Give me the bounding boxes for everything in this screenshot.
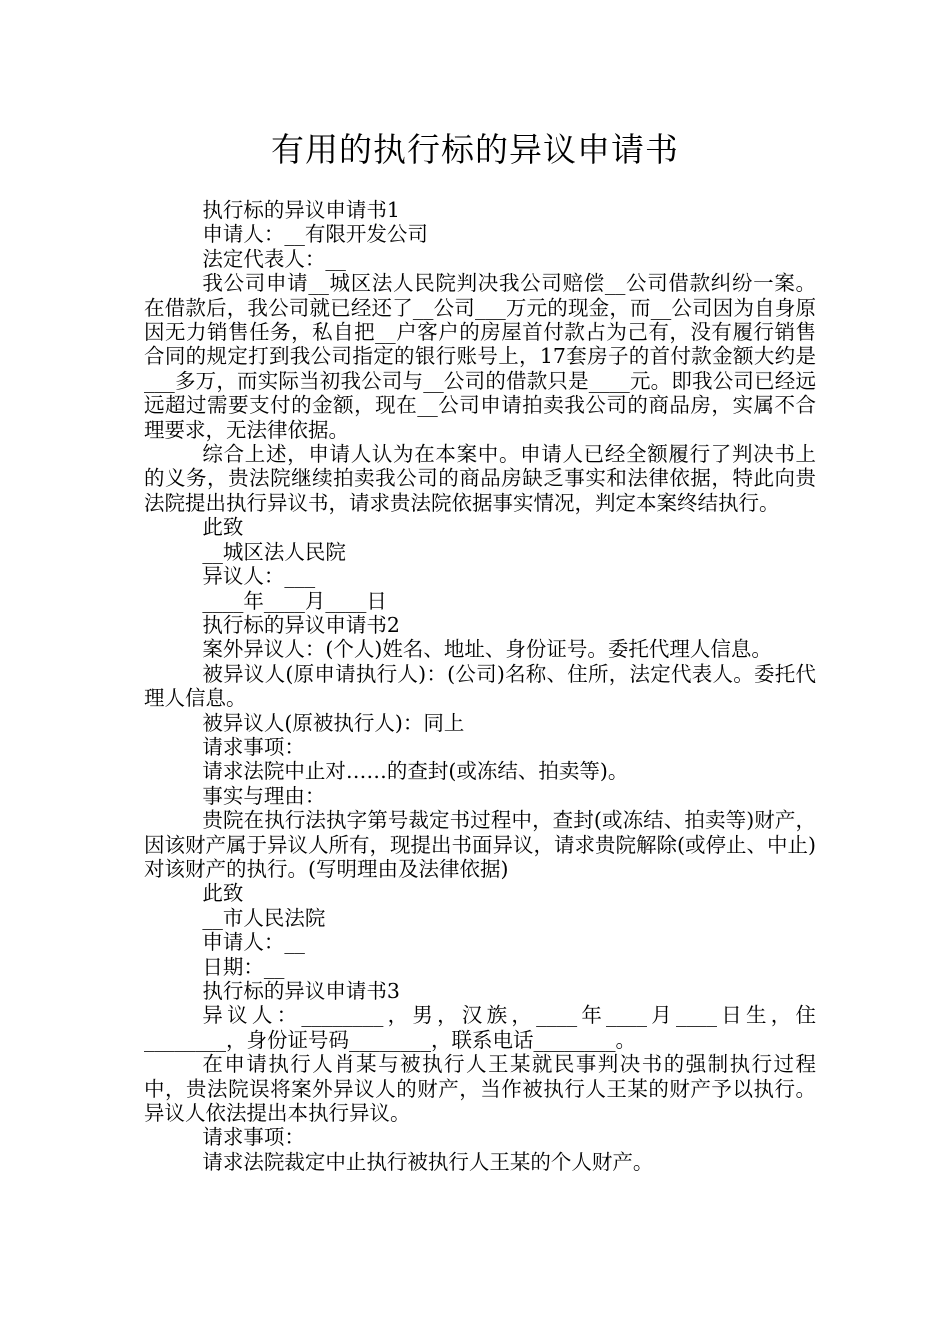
subheading: 请求事项：	[202, 1125, 305, 1150]
body-paragraph: 异议人：________，男，汉族，____年____月____日生，住________，身份证号码________，联系电话________。	[144, 1003, 816, 1052]
document-body	[144, 198, 816, 1174]
section-heading-3: 执行标的异议申请书3	[202, 979, 400, 1003]
legal-representative-line: 法定代表人：__	[202, 246, 346, 271]
body-paragraph: 请求法院中止对……的查封(或冻结、拍卖等)。	[202, 759, 629, 784]
objector-signature-line: 异议人：___	[202, 564, 316, 589]
body-paragraph: 贵院在执行法执字第号裁定书过程中，查封(或冻结、拍卖等)财产，因该财产属于异议人所有，现提出书面异议，请求贵院解除(或停止、中止)对该财产的执行。(写明理由及法律依据)	[144, 808, 816, 881]
body-paragraph: 被异议人(原申请执行人)：(公司)名称、住所，法定代表人。委托代理人信息。	[144, 661, 816, 711]
subheading: 请求事项：	[202, 734, 305, 759]
section-heading-2: 执行标的异议申请书2	[202, 612, 400, 637]
subheading: 事实与理由：	[202, 783, 326, 808]
body-paragraph: 综合上述，申请人认为在本案中。申请人已经全额履行了判决书上的义务，贵法院继续拍卖我公司的商品房缺乏事实和法律依据，特此向贵法院提出执行异议书，请求贵法院依据事实情况，判定本案终结执行。	[144, 442, 816, 515]
section-heading-1: 执行标的异议申请书1	[202, 198, 400, 222]
body-paragraph: 被异议人(原被执行人)：同上	[202, 710, 465, 735]
applicant-line: 申请人：__有限开发公司	[202, 222, 428, 247]
salutation: 此致	[202, 515, 244, 540]
body-paragraph: 在申请执行人肖某与被执行人王某就民事判决书的强制执行过程中，贵法院误将案外异议人的财产，当作被执行人王某的财产予以执行。异议人依法提出本执行异议。	[144, 1052, 816, 1126]
addressee: __城区法人民院	[202, 539, 346, 564]
body-paragraph: 案外异议人：(个人)姓名、地址、身份证号。委托代理人信息。	[202, 637, 772, 662]
body-paragraph: 请求法院裁定中止执行被执行人王某的个人财产。	[202, 1149, 654, 1174]
addressee: __市人民法院	[202, 905, 326, 930]
date-line: 日期：__	[202, 954, 285, 979]
salutation: 此致	[202, 881, 244, 906]
document-title: 有用的执行标的异议申请书	[271, 130, 679, 169]
body-paragraph: 我公司申请__城区法人民院判决我公司赔偿__公司借款纠纷一案。在借款后，我公司就已经还了__公司___万元的现金，而__公司因为自身原因无力销售任务，私自把__户客户的房屋首付款占为己有，没有履行销售合同的规定打到我公司指定的银行账号上，17套房子的首付款金额大约是___多万，而实际当初我公司与__公司的借款只是____元。即我公司已经远远超过需要支付的金额，现在__公司申请拍卖我公司的商品房，实属不合理要求，无法律依据。	[144, 271, 816, 442]
date-line: ____年____月____日	[202, 588, 387, 613]
applicant-signature-line: 申请人：__	[202, 930, 305, 955]
